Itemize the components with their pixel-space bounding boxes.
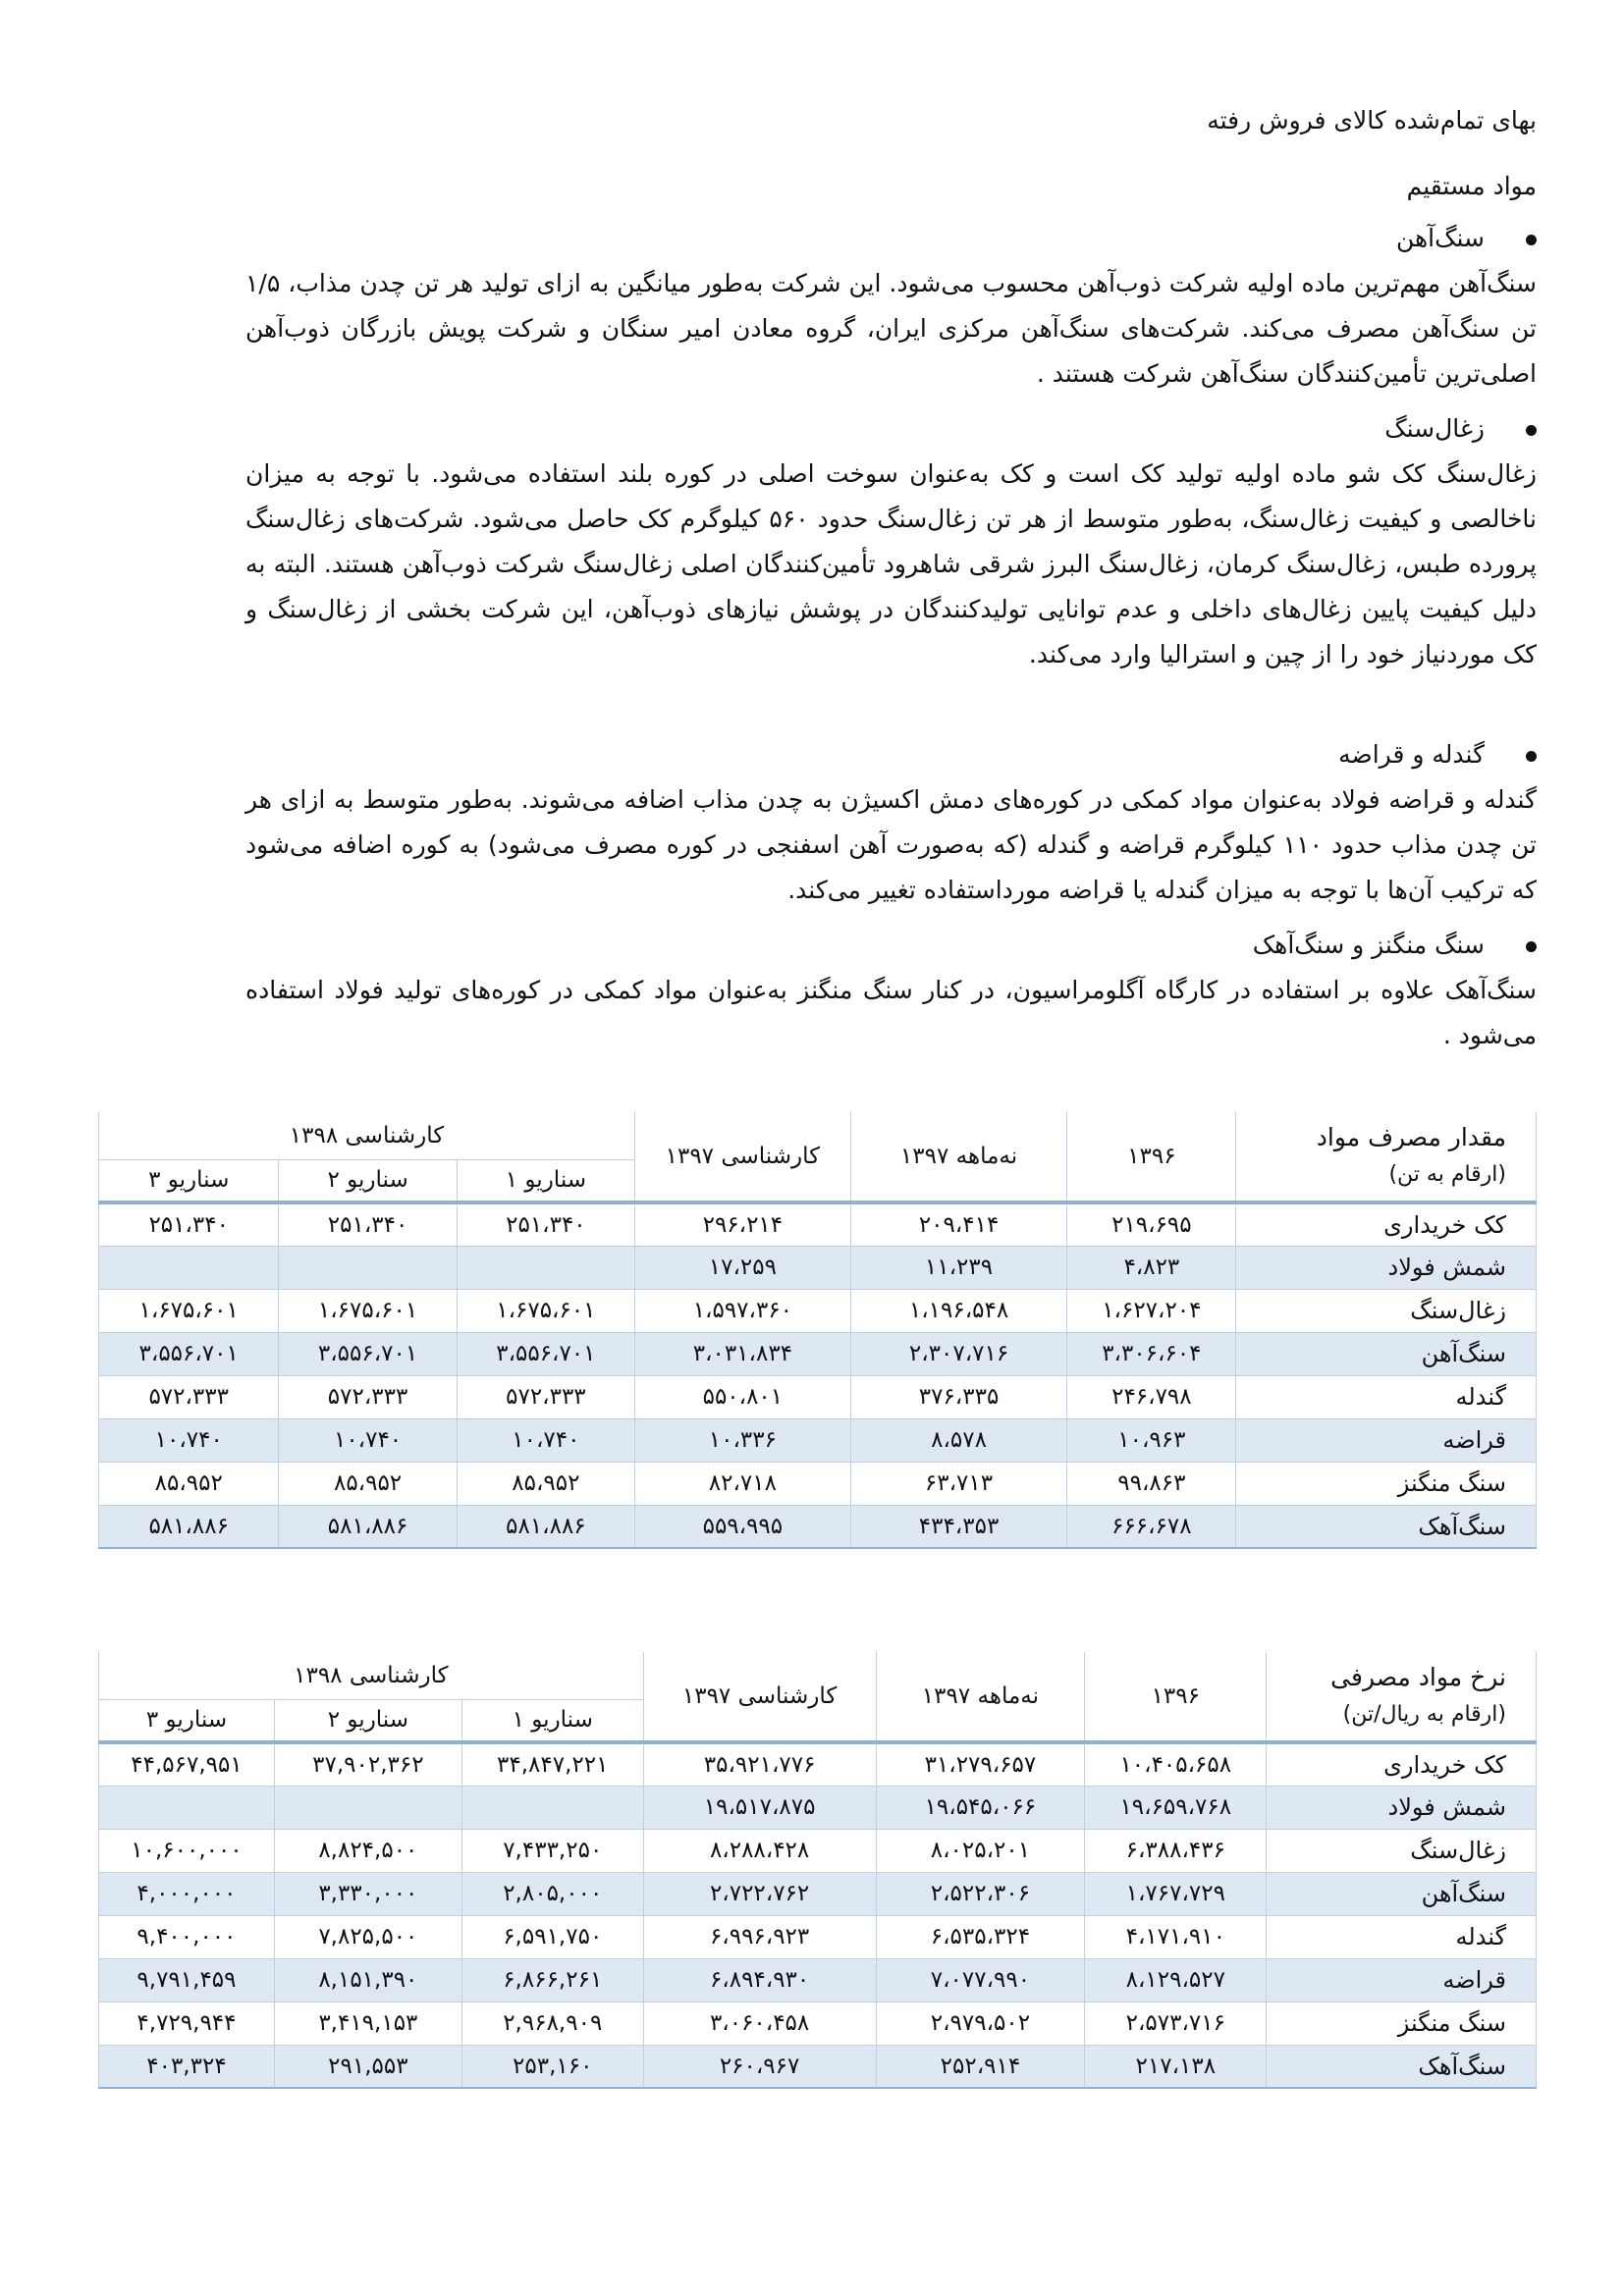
cell-expert-1397: ۳،۰۶۰،۴۵۸ (643, 2002, 876, 2045)
paragraph: سنگ‌آهک علاوه بر استفاده در کارگاه آگلومراسیون، در کنار سنگ منگنز به‌عنوان مواد کمکی در کوره‌های تولید فولاد استفاده می‌شود . (245, 976, 1537, 1049)
table-row (99, 1958, 1537, 2002)
row-label: گندله (1267, 1915, 1537, 1958)
cell-scenario-3 (99, 1786, 275, 1829)
cell-expert-1397: ۸،۲۸۸،۴۲۸ (643, 1829, 876, 1872)
row-label: زغال‌سنگ (1236, 1289, 1537, 1332)
section-iron-ore (245, 216, 1537, 397)
cell-1396: ۴،۱۷۱،۹۱۰ (1085, 1915, 1267, 1958)
cell-1396: ۱،۷۶۷،۷۲۹ (1085, 1872, 1267, 1915)
cell-scenario-3: ۱۰,۶۰۰,۰۰۰ (99, 1829, 275, 1872)
row-label: سنگ‌آهن (1236, 1332, 1537, 1375)
cell-scenario-1: ۱۰،۷۴۰ (457, 1418, 634, 1462)
cell-scenario-2: ۲۵۱،۳۴۰ (279, 1202, 457, 1246)
column-group-expert-1398: کارشناسی ۱۳۹۸ (99, 1652, 644, 1699)
table-row (99, 1462, 1537, 1505)
column-header-9month-1397: نه‌ماهه ۱۳۹۷ (876, 1652, 1085, 1742)
cell-1396: ۲۴۶،۷۹۸ (1067, 1375, 1236, 1418)
cell-9month-1397: ۸،۵۷۸ (850, 1418, 1067, 1462)
row-label: شمش فولاد (1267, 1786, 1537, 1829)
cell-1396: ۱۰،۴۰۵،۶۵۸ (1085, 1742, 1267, 1786)
cell-scenario-3 (99, 1246, 279, 1289)
cell-scenario-2: ۸۵،۹۵۲ (279, 1462, 457, 1505)
cell-scenario-2: ۱۰،۷۴۰ (279, 1418, 457, 1462)
table-label-unit: (ارقام به تن) (1388, 1162, 1506, 1187)
cell-expert-1397: ۲۹۶،۲۱۴ (635, 1202, 851, 1246)
cell-scenario-3: ۴۰۳,۳۲۴ (99, 2045, 275, 2088)
bullet-heading-text: زغال‌سنگ (1384, 414, 1485, 443)
cell-scenario-3: ۴,۷۲۹,۹۴۴ (99, 2002, 275, 2045)
column-header-9month-1397: نه‌ماهه ۱۳۹۷ (850, 1112, 1067, 1202)
cell-9month-1397: ۱،۱۹۶،۵۴۸ (850, 1289, 1067, 1332)
row-label: شمش فولاد (1236, 1246, 1537, 1289)
cell-scenario-1: ۵۷۲،۳۳۳ (457, 1375, 634, 1418)
table-row (99, 1786, 1537, 1829)
column-header-scenario-2: سناریو ۲ (274, 1699, 461, 1742)
cell-scenario-1 (461, 1786, 643, 1829)
table-row (99, 1332, 1537, 1375)
cell-scenario-2: ۳۷,۹۰۲,۳۶۲ (274, 1742, 461, 1786)
cell-scenario-1: ۶,۵۹۱,۷۵۰ (461, 1915, 643, 1958)
cell-scenario-2: ۳،۵۵۶،۷۰۱ (279, 1332, 457, 1375)
row-label: سنگ‌آهک (1236, 1505, 1537, 1548)
page-title: بهای تمام‌شده کالای فروش رفته (1207, 106, 1537, 134)
cell-expert-1397: ۵۵۹،۹۹۵ (635, 1505, 851, 1548)
cell-expert-1397: ۶،۹۹۶،۹۲۳ (643, 1915, 876, 1958)
cell-scenario-3: ۴,۰۰۰,۰۰۰ (99, 1872, 275, 1915)
column-header-scenario-3: سناریو ۳ (99, 1699, 275, 1742)
cell-9month-1397: ۲۵۲،۹۱۴ (876, 2045, 1085, 2088)
column-header-scenario-1: سناریو ۱ (461, 1699, 643, 1742)
cell-scenario-1: ۲,۸۰۵,۰۰۰ (461, 1872, 643, 1915)
cell-9month-1397: ۶،۵۳۵،۳۲۴ (876, 1915, 1085, 1958)
cell-1396: ۲۱۹،۶۹۵ (1067, 1202, 1236, 1246)
cell-scenario-3: ۱،۶۷۵،۶۰۱ (99, 1289, 279, 1332)
table-label-header (1236, 1112, 1537, 1202)
cell-scenario-1: ۱،۶۷۵،۶۰۱ (457, 1289, 634, 1332)
cell-expert-1397: ۱۰،۳۳۶ (635, 1418, 851, 1462)
section-pellet-scrap (245, 732, 1537, 913)
cell-9month-1397: ۲۰۹،۴۱۴ (850, 1202, 1067, 1246)
cell-scenario-3: ۳،۵۵۶،۷۰۱ (99, 1332, 279, 1375)
cell-9month-1397: ۷،۰۷۷،۹۹۰ (876, 1958, 1085, 2002)
row-label: کک خریداری (1236, 1202, 1537, 1246)
column-header-scenario-2: سناریو ۲ (279, 1159, 457, 1202)
paragraph: گندله و قراضه فولاد به‌عنوان مواد کمکی در کوره‌های دمش اکسیژن به چدن مذاب اضافه می‌شوند. به‌طور متوسط به ازای هر تن چدن مذاب حدود ۱۱۰ کیلوگرم قراضه و گندله (که به‌صورت آهن اسفنجی در کوره مصرف می‌شود) به کوره اضافه می‌شود که ترکیب آن‌ها با توجه به میزان گندله یا قراضه مورداستفاده تغییر می‌کند. (245, 785, 1537, 904)
table-row (99, 1505, 1537, 1548)
cell-scenario-1: ۵۸۱،۸۸۶ (457, 1505, 634, 1548)
cell-scenario-3: ۴۴,۵۶۷,۹۵۱ (99, 1742, 275, 1786)
column-group-expert-1398: کارشناسی ۱۳۹۸ (99, 1112, 635, 1159)
cell-9month-1397: ۸،۰۲۵،۲۰۱ (876, 1829, 1085, 1872)
cell-expert-1397: ۳،۰۳۱،۸۳۴ (635, 1332, 851, 1375)
cell-scenario-2: ۵۷۲،۳۳۳ (279, 1375, 457, 1418)
row-label: قراضه (1267, 1958, 1537, 2002)
cell-scenario-3: ۹,۴۰۰,۰۰۰ (99, 1915, 275, 1958)
bullet-dot (1526, 941, 1537, 952)
cell-9month-1397: ۱۹،۵۴۵،۰۶۶ (876, 1786, 1085, 1829)
cell-expert-1397: ۲۶۰،۹۶۷ (643, 2045, 876, 2088)
cell-scenario-2: ۳,۳۳۰,۰۰۰ (274, 1872, 461, 1915)
paragraph: زغال‌سنگ کک شو ماده اولیه تولید کک است و کک به‌عنوان سوخت اصلی در کوره بلند استفاده می‌شود. با توجه به میزان ناخالصی و کیفیت زغال‌سنگ، به‌طور متوسط از هر تن زغال‌سنگ حدود ۵۶۰ کیلوگرم کک حاصل می‌شود. شرکت‌های زغال‌سنگ پرورده طبس، زغال‌سنگ کرمان، زغال‌سنگ البرز شرقی شاهرود تأمین‌کنندگان اصلی زغال‌سنگ شرکت ذوب‌آهن هستند. البته به دلیل کیفیت پایین زغال‌های داخلی و عدم توانایی تولیدکنندگان در پوشش نیازهای ذوب‌آهن، این شرکت بخشی از زغال‌سنگ و کک موردنیاز خود را از چین و استرالیا وارد می‌کند. (245, 459, 1537, 668)
cell-expert-1397: ۶،۸۹۴،۹۳۰ (643, 1958, 876, 2002)
cell-scenario-2: ۸,۱۵۱,۳۹۰ (274, 1958, 461, 2002)
table-row (99, 2002, 1537, 2045)
row-label: سنگ منگنز (1267, 2002, 1537, 2045)
table-row (99, 1289, 1537, 1332)
cell-1396: ۹۹،۸۶۳ (1067, 1462, 1236, 1505)
bullet-heading (245, 732, 1624, 777)
cell-9month-1397: ۱۱،۲۳۹ (850, 1246, 1067, 1289)
cell-scenario-1: ۲۵۱،۳۴۰ (457, 1202, 634, 1246)
section-coal (245, 406, 1537, 677)
column-header-scenario-1: سناریو ۱ (457, 1159, 634, 1202)
cell-scenario-2 (274, 1786, 461, 1829)
cell-scenario-3: ۲۵۱،۳۴۰ (99, 1202, 279, 1246)
table-label-unit: (ارقام به ریال/تن) (1342, 1702, 1506, 1727)
bullet-heading-text: سنگ‌آهن (1395, 224, 1485, 252)
bullet-dot (1526, 425, 1537, 436)
cell-scenario-2: ۱،۶۷۵،۶۰۱ (279, 1289, 457, 1332)
cell-9month-1397: ۲،۵۲۲،۳۰۶ (876, 1872, 1085, 1915)
table-row (99, 1246, 1537, 1289)
bullet-heading (245, 406, 1624, 452)
cell-9month-1397: ۳۷۶،۳۳۵ (850, 1375, 1067, 1418)
cell-scenario-1: ۳،۵۵۶،۷۰۱ (457, 1332, 634, 1375)
table-row (99, 1375, 1537, 1418)
table-row (99, 1915, 1537, 1958)
cell-expert-1397: ۳۵،۹۲۱،۷۷۶ (643, 1742, 876, 1786)
bullet-heading-text: سنگ منگنز و سنگ‌آهک (1252, 931, 1485, 959)
cell-1396: ۲،۵۷۳،۷۱۶ (1085, 2002, 1267, 2045)
section-manganese-limestone (245, 923, 1537, 1058)
bullet-heading (245, 923, 1624, 968)
table-row (99, 1202, 1537, 1246)
row-label: زغال‌سنگ (1267, 1829, 1537, 1872)
cell-scenario-3: ۵۷۲،۳۳۳ (99, 1375, 279, 1418)
cell-scenario-2: ۲۹۱,۵۵۳ (274, 2045, 461, 2088)
row-label: سنگ منگنز (1236, 1462, 1537, 1505)
section-subtitle: مواد مستقیم (1406, 172, 1537, 200)
cell-scenario-1: ۶,۸۶۶,۲۶۱ (461, 1958, 643, 2002)
cell-scenario-3: ۹,۷۹۱,۴۵۹ (99, 1958, 275, 2002)
cell-1396: ۶،۳۸۸،۴۳۶ (1085, 1829, 1267, 1872)
cell-9month-1397: ۳۱،۲۷۹،۶۵۷ (876, 1742, 1085, 1786)
cell-1396: ۱،۶۲۷،۲۰۴ (1067, 1289, 1236, 1332)
cell-scenario-3: ۵۸۱،۸۸۶ (99, 1505, 279, 1548)
table-row (99, 1829, 1537, 1872)
cell-scenario-2 (279, 1246, 457, 1289)
cell-scenario-1: ۸۵،۹۵۲ (457, 1462, 634, 1505)
column-header-expert-1397: کارشناسی ۱۳۹۷ (635, 1112, 851, 1202)
bullet-heading (245, 216, 1624, 261)
row-label: گندله (1236, 1375, 1537, 1418)
paragraph: سنگ‌آهن مهم‌ترین ماده اولیه شرکت ذوب‌آهن محسوب می‌شود. این شرکت به‌طور میانگین به ازای تولید هر تن چدن مذاب، ۱/۵ تن سنگ‌آهن مصرف می‌کند. شرکت‌های سنگ‌آهن مرکزی ایران، گروه معادن امیر سنگان و شرکت پویش بازرگان ذوب‌آهن اصلی‌ترین تأمین‌کنندگان سنگ‌آهن شرکت هستند . (245, 269, 1537, 388)
cell-scenario-1: ۲۵۳,۱۶۰ (461, 2045, 643, 2088)
table-row (99, 1872, 1537, 1915)
cell-expert-1397: ۸۲،۷۱۸ (635, 1462, 851, 1505)
cell-1396: ۴،۸۲۳ (1067, 1246, 1236, 1289)
table-label-title: نرخ مواد مصرفی (1330, 1663, 1506, 1691)
cell-expert-1397: ۱،۵۹۷،۳۶۰ (635, 1289, 851, 1332)
cell-scenario-3: ۱۰،۷۴۰ (99, 1418, 279, 1462)
cell-scenario-1: ۲,۹۶۸,۹۰۹ (461, 2002, 643, 2045)
bullet-dot (1526, 751, 1537, 762)
cell-1396: ۶۶۶،۶۷۸ (1067, 1505, 1236, 1548)
cell-1396: ۱۹،۶۵۹،۷۶۸ (1085, 1786, 1267, 1829)
column-header-expert-1397: کارشناسی ۱۳۹۷ (643, 1652, 876, 1742)
cell-scenario-2: ۳,۴۱۹,۱۵۳ (274, 2002, 461, 2045)
cell-9month-1397: ۴۳۴،۳۵۳ (850, 1505, 1067, 1548)
column-header-1396: ۱۳۹۶ (1085, 1652, 1267, 1742)
row-label: سنگ‌آهن (1267, 1872, 1537, 1915)
cell-1396: ۳،۳۰۶،۶۰۴ (1067, 1332, 1236, 1375)
cell-scenario-1: ۳۴,۸۴۷,۲۲۱ (461, 1742, 643, 1786)
table-row (99, 1742, 1537, 1786)
rate-table (98, 1652, 1537, 2089)
cell-1396: ۲۱۷،۱۳۸ (1085, 2045, 1267, 2088)
table-row (99, 1418, 1537, 1462)
row-label: سنگ‌آهک (1267, 2045, 1537, 2088)
bullet-heading-text: گندله و قراضه (1338, 740, 1485, 769)
cell-9month-1397: ۲،۹۷۹،۵۰۲ (876, 2002, 1085, 2045)
column-header-1396: ۱۳۹۶ (1067, 1112, 1236, 1202)
cell-expert-1397: ۱۹،۵۱۷،۸۷۵ (643, 1786, 876, 1829)
cell-expert-1397: ۱۷،۲۵۹ (635, 1246, 851, 1289)
cell-9month-1397: ۶۳،۷۱۳ (850, 1462, 1067, 1505)
cell-scenario-2: ۵۸۱،۸۸۶ (279, 1505, 457, 1548)
cell-9month-1397: ۲،۳۰۷،۷۱۶ (850, 1332, 1067, 1375)
cell-scenario-3: ۸۵،۹۵۲ (99, 1462, 279, 1505)
table-label-title: مقدار مصرف مواد (1316, 1123, 1506, 1151)
column-header-scenario-3: سناریو ۳ (99, 1159, 279, 1202)
cell-scenario-1: ۷,۴۳۳,۲۵۰ (461, 1829, 643, 1872)
cell-scenario-2: ۷,۸۲۵,۵۰۰ (274, 1915, 461, 1958)
cell-1396: ۸،۱۲۹،۵۲۷ (1085, 1958, 1267, 2002)
cell-expert-1397: ۵۵۰،۸۰۱ (635, 1375, 851, 1418)
table-label-header (1267, 1652, 1537, 1742)
consumption-table (98, 1112, 1537, 1549)
row-label: قراضه (1236, 1418, 1537, 1462)
row-label: کک خریداری (1267, 1742, 1537, 1786)
table-row (99, 2045, 1537, 2088)
cell-expert-1397: ۲،۷۲۲،۷۶۲ (643, 1872, 876, 1915)
cell-scenario-2: ۸,۸۲۴,۵۰۰ (274, 1829, 461, 1872)
cell-scenario-1 (457, 1246, 634, 1289)
bullet-dot (1526, 235, 1537, 245)
cell-1396: ۱۰،۹۶۳ (1067, 1418, 1236, 1462)
